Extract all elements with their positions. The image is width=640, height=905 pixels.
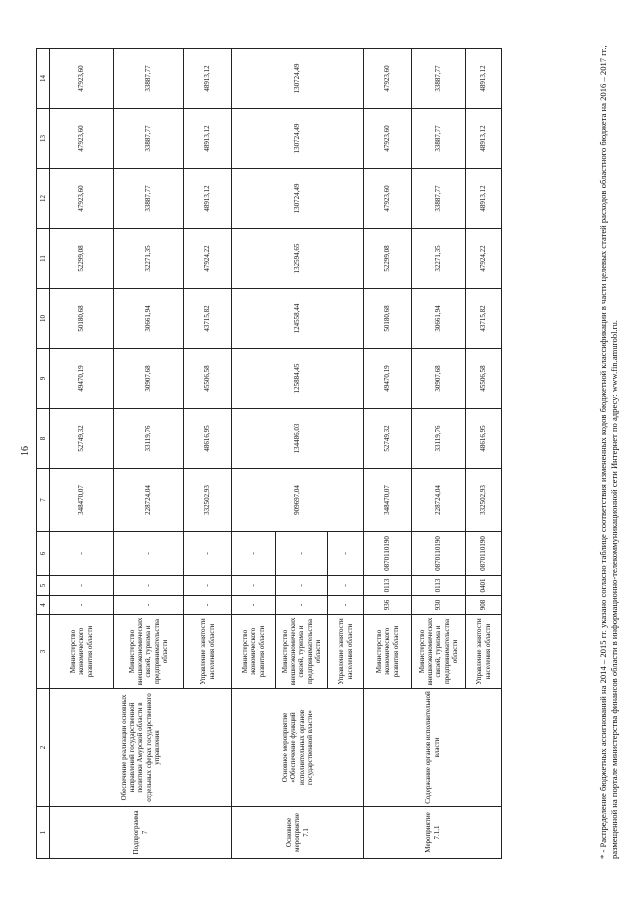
- header-cell: 13: [37, 109, 50, 169]
- header-cell: 6: [37, 532, 50, 576]
- executor-cell: Министерство внешнеэкономических связей, туризма и предпринимательства области: [276, 615, 328, 689]
- cell: 48913,12: [466, 169, 502, 229]
- cell: 936: [364, 596, 412, 615]
- cell: 50180,68: [364, 289, 412, 349]
- cell: 32271,35: [412, 229, 466, 289]
- program-code-cell: Мероприятие 7.1.1: [364, 807, 502, 859]
- program-code-cell: Основное мероприятие 7.1: [232, 807, 364, 859]
- cell: 33887,77: [412, 49, 466, 109]
- cell: 32271,35: [114, 229, 184, 289]
- header-cell: 12: [37, 169, 50, 229]
- header-cell: 7: [37, 469, 50, 532]
- executor-cell: Управление занятости населения области: [466, 615, 502, 689]
- budget-table: [36, 48, 502, 859]
- header-cell: 3: [37, 615, 50, 689]
- cell: 30907,68: [412, 349, 466, 409]
- cell: 49470,19: [364, 349, 412, 409]
- cell: 33887,77: [114, 49, 184, 109]
- cell: 47923,60: [50, 49, 114, 109]
- cell: 33887,77: [412, 169, 466, 229]
- cell: 52299,08: [364, 229, 412, 289]
- cell: 0870110190: [466, 532, 502, 576]
- header-cell: 10: [37, 289, 50, 349]
- cell: -: [50, 576, 114, 596]
- cell: 48913,12: [184, 109, 232, 169]
- cell: -: [114, 596, 184, 615]
- cell: -: [328, 596, 364, 615]
- cell: 228724,04: [412, 469, 466, 532]
- cell: 48913,12: [184, 169, 232, 229]
- cell: 33887,77: [114, 169, 184, 229]
- cell: 49470,19: [50, 349, 114, 409]
- total-cell: 130724,49: [232, 49, 364, 109]
- header-cell: 9: [37, 349, 50, 409]
- cell: 52749,32: [364, 409, 412, 469]
- header-cell: 4: [37, 596, 50, 615]
- cell: 930: [412, 596, 466, 615]
- header-cell: 1: [37, 807, 50, 859]
- cell: 48913,12: [184, 49, 232, 109]
- executor-cell: Министерство экономического развития области: [364, 615, 412, 689]
- cell: 45506,58: [466, 349, 502, 409]
- executor-cell: Министерство внешнеэкономических связей, туризма и предпринимательства области: [412, 615, 466, 689]
- cell: -: [276, 576, 328, 596]
- cell: -: [50, 596, 114, 615]
- cell: 43715,82: [184, 289, 232, 349]
- header-cell: 5: [37, 576, 50, 596]
- cell: -: [184, 576, 232, 596]
- cell: 48913,12: [466, 109, 502, 169]
- total-cell: 909697,04: [232, 469, 364, 532]
- cell: 52749,32: [50, 409, 114, 469]
- executor-cell: Министерство экономического развития области: [232, 615, 276, 689]
- cell: -: [276, 596, 328, 615]
- total-cell: 125884,45: [232, 349, 364, 409]
- cell: 348470,07: [364, 469, 412, 532]
- page-number: 16: [20, 446, 31, 456]
- cell: -: [114, 532, 184, 576]
- program-name-cell: Содержание органов исполнительной власти: [364, 689, 502, 807]
- cell: 30661,94: [114, 289, 184, 349]
- cell: -: [276, 532, 328, 576]
- program-code-cell: Подпрограмма 7: [50, 807, 232, 859]
- total-cell: 132594,65: [232, 229, 364, 289]
- cell: 0870110190: [412, 532, 466, 576]
- table-row: [364, 49, 412, 859]
- cell: -: [232, 576, 276, 596]
- cell: 48616,95: [184, 409, 232, 469]
- header-cell: 2: [37, 689, 50, 807]
- cell: 33887,77: [412, 109, 466, 169]
- total-cell: 134486,03: [232, 409, 364, 469]
- total-cell: 130724,49: [232, 169, 364, 229]
- cell: 47924,22: [466, 229, 502, 289]
- cell: -: [328, 532, 364, 576]
- executor-cell: Управление занятости населения области: [184, 615, 232, 689]
- cell: 47923,60: [50, 109, 114, 169]
- cell: 52299,08: [50, 229, 114, 289]
- cell: 47924,22: [184, 229, 232, 289]
- cell: 908: [466, 596, 502, 615]
- cell: 0870110190: [364, 532, 412, 576]
- cell: 47923,60: [364, 169, 412, 229]
- cell: 33119,76: [412, 409, 466, 469]
- cell: 33887,77: [114, 109, 184, 169]
- cell: -: [114, 576, 184, 596]
- header-cell: 8: [37, 409, 50, 469]
- cell: 332502,93: [466, 469, 502, 532]
- cell: 30907,68: [114, 349, 184, 409]
- total-cell: 124558,44: [232, 289, 364, 349]
- total-cell: 130724,49: [232, 109, 364, 169]
- cell: 47923,60: [364, 109, 412, 169]
- executor-cell: Министерство экономического развития области: [50, 615, 114, 689]
- header-row: [37, 49, 50, 859]
- cell: -: [50, 532, 114, 576]
- program-name-cell: Обеспечение реализации основных направлений государственной политики Амурской области в отдельных сферах государственного управления: [50, 689, 232, 807]
- cell: -: [232, 596, 276, 615]
- cell: 48616,95: [466, 409, 502, 469]
- cell: 30661,94: [412, 289, 466, 349]
- cell: 33119,76: [114, 409, 184, 469]
- cell: 0113: [364, 576, 412, 596]
- cell: 43715,82: [466, 289, 502, 349]
- table-row: [232, 49, 276, 859]
- cell: 348470,07: [50, 469, 114, 532]
- table-row: [50, 49, 114, 859]
- header-cell: 11: [37, 229, 50, 289]
- cell: 47923,60: [50, 169, 114, 229]
- cell: 332502,93: [184, 469, 232, 532]
- cell: 0401: [466, 576, 502, 596]
- cell: 0113: [412, 576, 466, 596]
- cell: 45506,58: [184, 349, 232, 409]
- cell: 50180,68: [50, 289, 114, 349]
- executor-cell: Министерство внешнеэкономических связей, туризма и предпринимательства области: [114, 615, 184, 689]
- cell: 48913,12: [466, 49, 502, 109]
- cell: -: [184, 596, 232, 615]
- cell: -: [184, 532, 232, 576]
- executor-cell: Управление занятости населения области: [328, 615, 364, 689]
- cell: -: [328, 576, 364, 596]
- cell: 47923,60: [364, 49, 412, 109]
- cell: -: [232, 532, 276, 576]
- header-cell: 14: [37, 49, 50, 109]
- program-name-cell: Основное мероприятие «Обеспечение функций исполнительных органов государственной власти»: [232, 689, 364, 807]
- footnote: * - Распределение бюджетных ассигнований на 2014 – 2015 гг. указано согласно таблице соответствия измененных кодов бюджетной классификации в части целевых статей расходов областного бюджета на 2016 – 2017 гг., размещенной на портале министерства финансов области в информационно-телекоммуникационной сети Интернет по адресу: www.fin.amurobl.ru.: [598, 45, 620, 859]
- cell: 228724,04: [114, 469, 184, 532]
